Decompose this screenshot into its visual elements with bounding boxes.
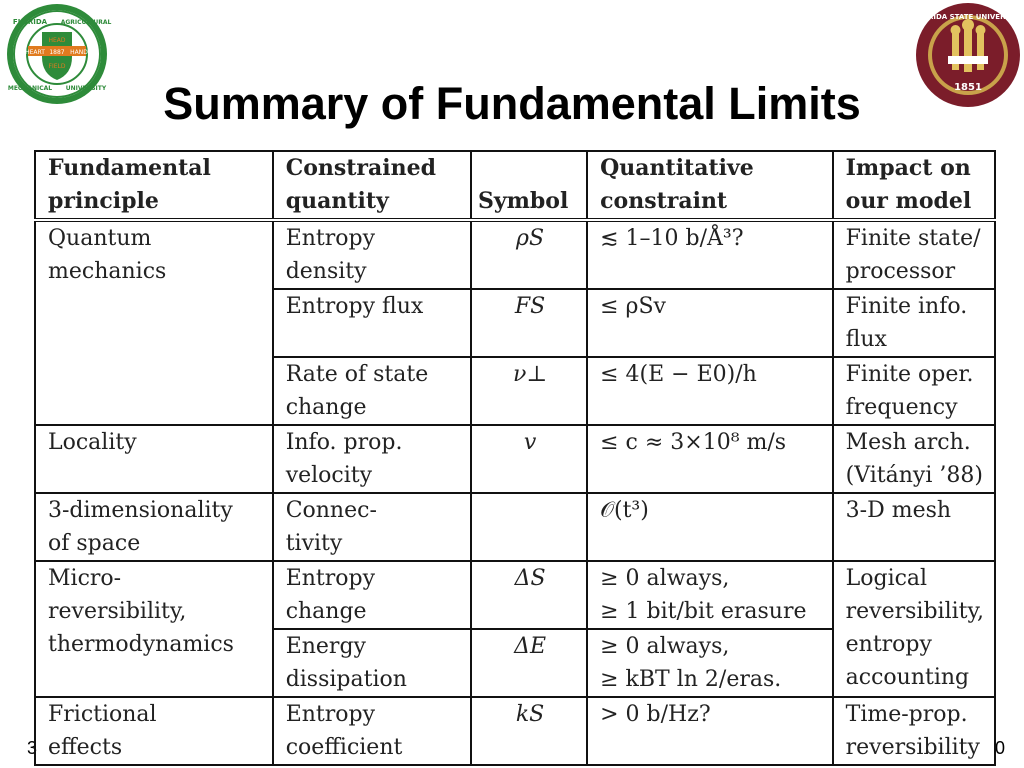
header-constraint: Quantitative constraint	[587, 151, 833, 220]
cell-constraint: ≥ 0 always, ≥ 1 bit/bit erasure	[587, 561, 833, 629]
cell-impact: Finite oper. frequency	[833, 357, 995, 425]
cell-quantity: Energy dissipation	[273, 629, 471, 697]
svg-text:MECHANICAL: MECHANICAL	[7, 85, 53, 92]
cell-impact: Finite state/ processor	[833, 220, 995, 289]
cell-constraint: 𝒪(t³)	[587, 493, 833, 561]
table-row	[35, 220, 995, 289]
cell-impact: 3-D mesh	[833, 493, 995, 561]
cell-symbol: kS	[471, 697, 587, 765]
table-header-row	[35, 151, 995, 220]
cell-symbol: ν⊥	[471, 357, 587, 425]
cell-constraint: ≲ 1–10 b/Å³?	[587, 220, 833, 289]
slide-title: Summary of Fundamental Limits	[163, 78, 861, 129]
table-row	[35, 697, 995, 765]
slide-number-left: 3	[27, 738, 38, 758]
cell-constraint: > 0 b/Hz?	[587, 697, 833, 765]
cell-symbol: ΔS	[471, 561, 587, 629]
svg-text:HAND: HAND	[70, 49, 88, 56]
cell-quantity: Entropy change	[273, 561, 471, 629]
svg-text:HEAD: HEAD	[48, 37, 66, 44]
header-quantity: Constrained quantity	[273, 151, 471, 220]
cell-impact: Mesh arch. (Vitányi ’88)	[833, 425, 995, 493]
svg-text:FIELD: FIELD	[48, 63, 66, 70]
svg-text:UNIVERSITY: UNIVERSITY	[65, 85, 107, 92]
cell-principle: Micro- reversibility, thermodynamics	[35, 561, 273, 697]
cell-constraint: ≤ 4(E − E0)/h	[587, 357, 833, 425]
cell-constraint: ≥ 0 always, ≥ kBT ln 2/eras.	[587, 629, 833, 697]
header-symbol: Symbol	[471, 151, 587, 220]
header-impact: Impact on our model	[833, 151, 995, 220]
svg-text:1887: 1887	[49, 49, 65, 56]
cell-constraint: ≤ c ≈ 3×10⁸ m/s	[587, 425, 833, 493]
svg-text:1851: 1851	[954, 82, 982, 93]
svg-text:FLORIDA STATE UNIVERSITY: FLORIDA STATE UNIVERSITY	[913, 13, 1023, 21]
cell-quantity: Info. prop. velocity	[273, 425, 471, 493]
slide-number-right: 0	[995, 738, 1006, 758]
cell-principle: Frictional effects	[35, 697, 273, 765]
cell-quantity: Connec- tivity	[273, 493, 471, 561]
cell-quantity: Entropy coefficient	[273, 697, 471, 765]
cell-impact: Time-prop. reversibility	[833, 697, 995, 765]
cell-symbol	[471, 493, 587, 561]
cell-symbol: ΔE	[471, 629, 587, 697]
header-principle: Fundamental principle	[35, 151, 273, 220]
svg-text:FLORIDA: FLORIDA	[12, 18, 48, 26]
cell-symbol: FS	[471, 289, 587, 357]
svg-text:HEART: HEART	[25, 49, 45, 56]
table-row	[35, 425, 995, 493]
cell-constraint: ≤ ρSv	[587, 289, 833, 357]
svg-text:AGRICULTURAL: AGRICULTURAL	[60, 19, 112, 26]
cell-symbol: ρS	[471, 220, 587, 289]
cell-quantity: Entropy flux	[273, 289, 471, 357]
cell-principle: Quantum mechanics	[35, 220, 273, 425]
table-row	[35, 561, 995, 629]
cell-principle: Locality	[35, 425, 273, 493]
cell-quantity: Entropy density	[273, 220, 471, 289]
fundamental-limits-table	[34, 150, 996, 766]
cell-quantity: Rate of state change	[273, 357, 471, 425]
cell-impact: Logical reversibility, entropy accounting	[833, 561, 995, 697]
cell-principle: 3-dimensionality of space	[35, 493, 273, 561]
table-row	[35, 493, 995, 561]
cell-symbol: v	[471, 425, 587, 493]
cell-impact: Finite info. flux	[833, 289, 995, 357]
